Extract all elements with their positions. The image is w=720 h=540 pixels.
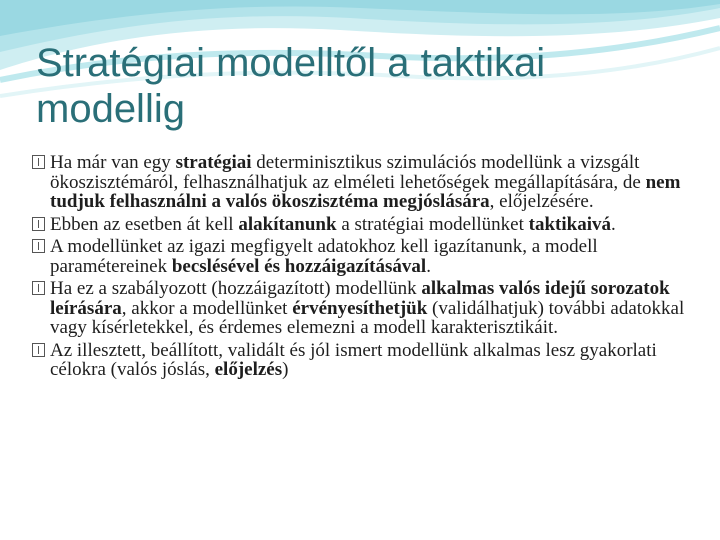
bullet-text: ): [282, 359, 289, 380]
bullet-text: Ha már van egy: [50, 152, 176, 173]
bullet-text: , akkor a modellünket: [121, 297, 293, 319]
bullet-item: [30, 341, 696, 380]
bullet-list: [30, 153, 696, 383]
bullet-text: .: [426, 255, 431, 277]
bullet-marker-icon: [32, 239, 45, 253]
bullet-text-bold: előjelzés: [214, 359, 283, 380]
bullet-text: a stratégiai modellünket: [336, 213, 529, 235]
bullet-marker-icon: [32, 343, 45, 357]
bullet-marker-icon: [32, 217, 45, 231]
bullet-text: A modellünket az igazi megfigyelt adatokhoz kell igazítanunk, a modell paramétereinek: [50, 236, 598, 277]
bullet-text: Az illesztett, beállított, validált és jól ismert modellünk alkalmas lesz gyakorlati célokra (valós jóslás,: [50, 339, 657, 380]
bullet-text-bold: alkalmas valós idejű sorozatok leírására: [50, 278, 670, 319]
bullet-text-bold: taktikaivá: [528, 213, 611, 235]
bullet-item: [30, 237, 696, 276]
bullet-text: determinisztikus szimulációs modellünk a vizsgált ökoszisztémáról, felhasználhatjuk az elméleti lehetőségek megállapítására, de: [50, 152, 646, 193]
bullet-text: , előjelzésére.: [489, 191, 594, 212]
bullet-text: (validálhatjuk) további adatokkal vagy kísérletekkel, és érdemes elemezni a modell karakterisztikáit.: [50, 297, 685, 338]
slide-title: Stratégiai modelltől a taktikai modellig: [36, 41, 546, 131]
bullet-text-bold: becslésével és hozzáigazításával: [171, 255, 427, 277]
bullet-text-bold: nem tudjuk felhasználni a valós ökoszisztéma megjóslására: [50, 171, 681, 212]
bullet-text: Ebben az esetben át kell: [50, 213, 239, 235]
bullet-item: [30, 279, 696, 338]
bullet-text-bold: stratégiai: [175, 152, 252, 173]
bullet-item: [30, 153, 696, 212]
bullet-text-bold: érvényesíthetjük: [292, 297, 428, 319]
bullet-marker-icon: [32, 155, 45, 169]
bullet-marker-icon: [32, 281, 45, 295]
bullet-item: [30, 215, 696, 235]
bullet-text-bold: alakítanunk: [238, 213, 337, 235]
bullet-text: Ha ez a szabályozott (hozzáigazított) modellünk: [50, 278, 422, 299]
bullet-text: .: [611, 213, 616, 235]
